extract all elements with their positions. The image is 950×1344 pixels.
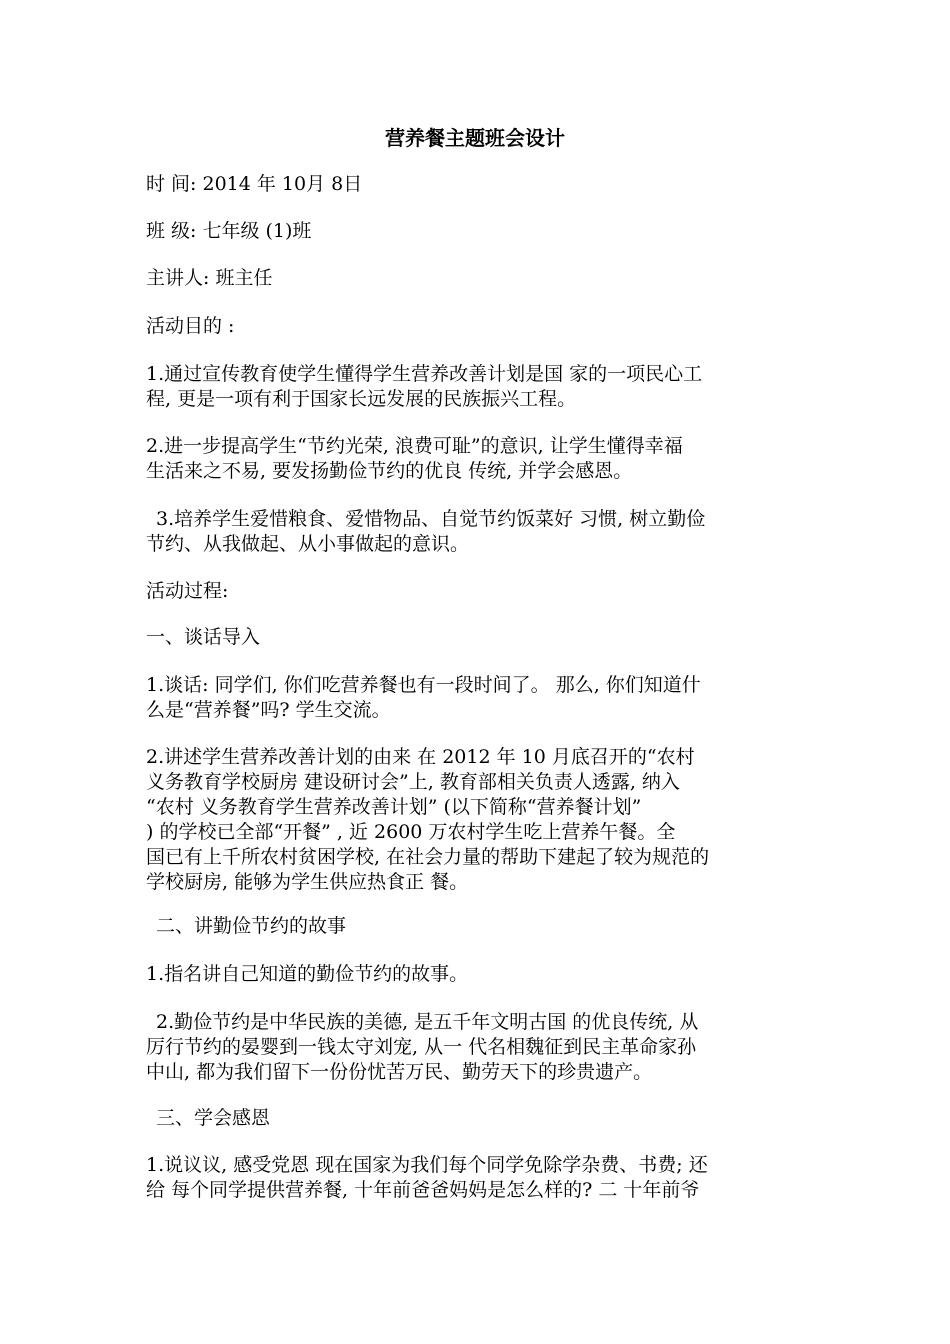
meta-speaker: 主讲人: 班主任 [146, 267, 273, 289]
process-heading: 活动过程: [146, 580, 229, 602]
section-3-paragraph-1-line-2: 给 每个同学提供营养餐, 十年前爸爸妈妈是怎么样的? 二 十年前爷 [146, 1179, 700, 1201]
document-title: 营养餐主题班会设计 [385, 126, 565, 150]
meta-time: 时 间: 2014 年 10月 8日 [146, 173, 363, 195]
purpose-item-1-line-2: 程, 更是一项有利于国家长远发展的民族振兴工程。 [146, 388, 577, 410]
section-3-paragraph-1 [146, 1153, 808, 1203]
section-1-paragraph-1-line-2: 么是“营养餐”吗? 学生交流。 [146, 699, 391, 721]
section-1-paragraph-2-line-4: ) 的学校已全部“开餐” , 近 2600 万农村学生吃上营养午餐。全 [146, 821, 676, 843]
meta-class: 班 级: 七年级 (1)班 [146, 220, 312, 242]
purpose-item-3-line-2: 节约、从我做起、从小事做起的意识。 [146, 533, 470, 555]
section-2-paragraph-1: 1.指名讲自己知道的勤俭节约的故事。 [146, 963, 469, 985]
section-3-paragraph-1-line-1: 1.说议议, 感受党恩 现在国家为我们每个同学免除学杂费、书费; 还 [146, 1154, 708, 1176]
section-2-paragraph-2-line-3: 中山, 都为我们留下一份份忧苦万民、勤劳天下的珍贵遗产。 [146, 1061, 653, 1083]
purpose-item-3 [146, 507, 818, 557]
section-1-heading: 一、谈话导入 [146, 626, 261, 648]
purpose-item-2-line-1: 2.进一步提高学生“节约光荣, 浪费可耻”的意识, 让学生懂得幸福 [146, 435, 683, 457]
section-1-paragraph-2-line-5: 国已有上千所农村贫困学校, 在社会力量的帮助下建起了较为规范的 [146, 846, 710, 868]
section-1-paragraph-2-line-2: 义务教育学校厨房 建设研讨会”上, 教育部相关负责人透露, 纳入 [146, 771, 680, 793]
purpose-item-2 [146, 434, 808, 484]
section-1-paragraph-2-line-3: “农村 义务教育学生营养改善计划” (以下简称“营养餐计划” [146, 796, 642, 818]
purpose-heading: 活动目的 : [146, 315, 235, 337]
purpose-item-3-line-1: 3.培养学生爱惜粮食、爱惜物品、自觉节约饭菜好 习惯, 树立勤俭 [156, 508, 706, 530]
purpose-item-2-line-2: 生活来之不易, 要发扬勤俭节约的优良 传统, 并学会感恩。 [146, 460, 633, 482]
section-2-paragraph-2-line-2: 厉行节约的晏婴到一钱太守刘宠, 从一 代名相魏征到民主革命家孙 [146, 1036, 697, 1058]
purpose-item-1-line-1: 1.通过宣传教育使学生懂得学生营养改善计划是国 家的一项民心工 [146, 363, 703, 385]
section-3-heading: 三、学会感恩 [156, 1107, 271, 1129]
section-1-paragraph-2-line-1: 2.讲述学生营养改善计划的由来 在 2012 年 10 月底召开的“农村 [146, 746, 695, 768]
section-1-paragraph-2 [146, 745, 808, 895]
section-2-paragraph-2 [146, 1010, 818, 1085]
section-1-paragraph-2-line-6: 学校厨房, 能够为学生供应热食正 餐。 [146, 871, 469, 893]
section-2-paragraph-2-line-1: 2.勤俭节约是中华民族的美德, 是五千年文明古国 的优良传统, 从 [156, 1011, 699, 1033]
purpose-item-1 [146, 362, 808, 412]
section-1-paragraph-1 [146, 673, 808, 723]
section-1-paragraph-1-line-1: 1.谈话: 同学们, 你们吃营养餐也有一段时间了。 那么, 你们知道什 [146, 674, 701, 696]
section-2-heading: 二、讲勤俭节约的故事 [156, 915, 347, 937]
